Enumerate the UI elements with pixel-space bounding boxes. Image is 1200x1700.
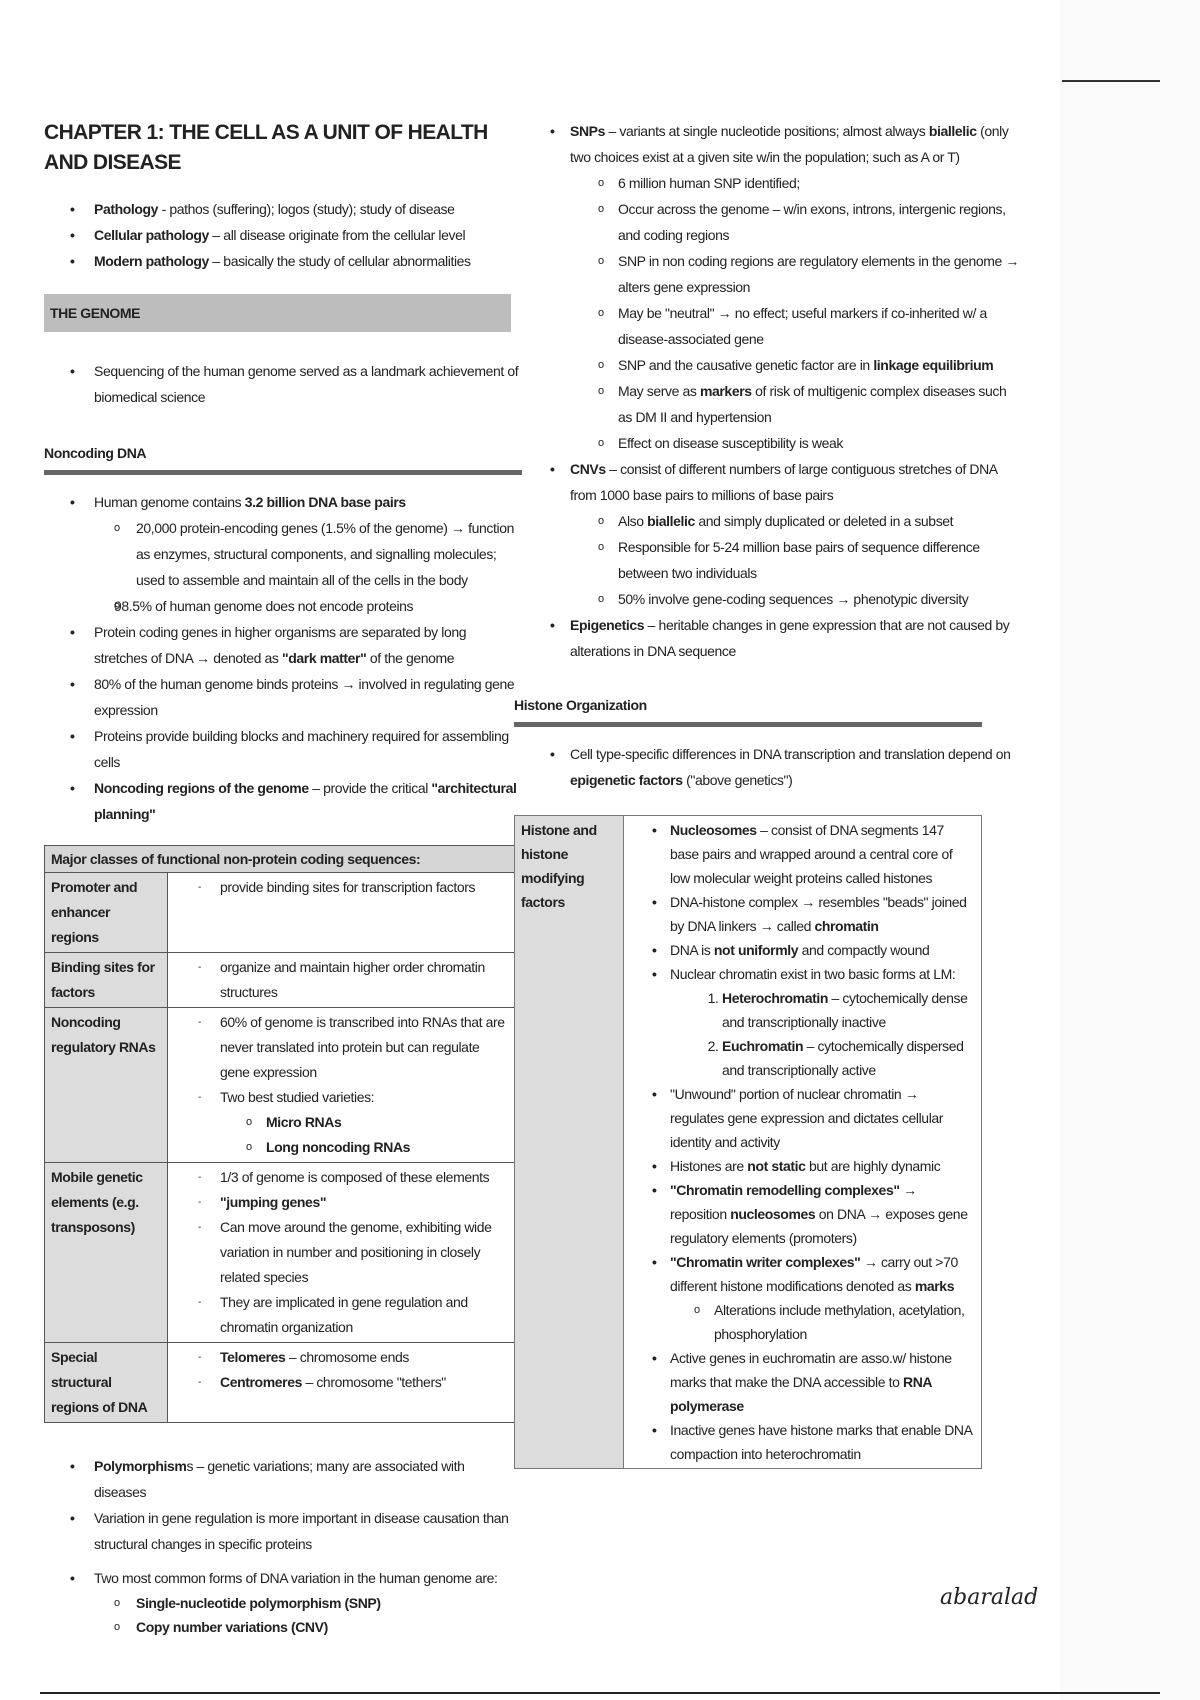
table-row: Histone and histone modifying factors • Nucleosomes – consist of DNA segments 147 base pairs and wrapped around a central core of low molecular weight proteins called histones • DNA-histone complex → resembles "beads" joined by DNA linkers → called chromatin • DNA is not uniformly and compactly wound • Nuclear chromatin exist in two basic forms at LM: 1. Heterochromatin – cytochemically dense and transcriptionally inactive 2. Euchromatin – cytochemically dispersed and transcriptionally active • "Unwound" portion of nuclear chromatin → regulates gene expression and dictates cellular identity and activity • Histones are not static but are highly dynamic • "Chromatin remodelling complexes" → reposition nucleosomes on DNA → exposes gene regulatory elements (promoters) • "Chromatin writer complexes" → carry out >70 different histone modifications denoted as marks o Alterations include methylation, acetylation, phosphorylation • Active genes in euchromatin are asso.w/ histone marks that make the DNA accessible to RNA polymerase • Inactive genes have histone marks that enable DNA compaction into heterochromatin [515,816,982,1469]
table-header: Major classes of functional non-protein coding sequences: [45,846,519,873]
genome-list [44,358,520,410]
page-bottom-divider [40,1692,1160,1694]
section-banner-genome: THE GENOME [44,294,511,332]
table-row: Binding sites for factors - organize and maintain higher order chromatin structures [45,953,519,1008]
sub-list-item: o 50% involve gene-coding sequences → phenotypic diversity [570,586,1020,612]
chapter-title: CHAPTER 1: THE CELL AS A UNIT OF HEALTH AND DISEASE [44,121,488,174]
sub-list-item: o Also biallelic and simply duplicated or deleted in a subset [570,508,1020,534]
sub-list-item: o May be "neutral" → no effect; useful markers if co-inherited w/ a disease-associated gene [570,300,1020,352]
sub-list-item: o Copy number variations (CNV) [44,1615,520,1639]
table-row: Promoter and enhancer regions - provide binding sites for transcription factors [45,873,519,953]
table-row: Noncoding regulatory RNAs - 60% of genome is transcribed into RNAs that are never translated into protein but can regulate gene expression - Two best studied varieties: o Micro RNAs o Long noncoding RNAs [45,1008,519,1163]
sub-list-item: o Occur across the genome – w/in exons, introns, intergenic regions, and coding regions [570,196,1020,248]
sub-list-item: o 98.5% of human genome does not encode proteins [44,593,520,619]
right-column [514,118,1020,1469]
table-row: Mobile genetic elements (e.g. transposons) - 1/3 of genome is composed of these elements - "jumping genes" - Can move around the genome, exhibiting wide variation in number and positioning in closely related species - They are implicated in gene regulation and chromatin organization [45,1163,519,1343]
snp-list [550,118,1020,664]
intro-list [44,196,520,274]
list-item: • Pathology - pathos (suffering); logos (study); study of disease [44,196,520,222]
sub-list-item: o SNP and the causative genetic factor are in linkage equilibrium [570,352,1020,378]
list-item: • Epigenetics – heritable changes in gene expression that are not caused by alterations in DNA sequence [562,612,1020,664]
list-item: • Noncoding regions of the genome – provide the critical "architectural planning" [44,775,520,827]
sub-list-item: o Effect on disease susceptibility is weak [570,430,1020,456]
sub-list-item: o 20,000 protein-encoding genes (1.5% of the genome) → function as enzymes, structural components, and signalling molecules; used to assemble and maintain all of the cells in the body [44,515,520,593]
list-item: • Cellular pathology – all disease originate from the cellular level [44,222,520,248]
polymorphism-list [44,1453,520,1639]
page-margin [1060,0,1200,1700]
sub-list-item: o Single-nucleotide polymorphism (SNP) [44,1591,520,1615]
noncoding-list [44,489,520,827]
list-item: • Proteins provide building blocks and machinery required for assembling cells [44,723,520,775]
list-item: • Two most common forms of DNA variation in the human genome are: o Single-nucleotide polymorphism (SNP) o Copy number variations (CNV) [44,1565,520,1639]
list-item: • 80% of the human genome binds proteins → involved in regulating gene expression [44,671,520,723]
sub-list-item: o 6 million human SNP identified; [570,170,1020,196]
list-item: • Polymorphisms – genetic variations; many are associated with diseases [44,1453,520,1505]
list-item: • Protein coding genes in higher organisms are separated by long stretches of DNA → denoted as "dark matter" of the genome [44,619,520,671]
sub-list-item: o May serve as markers of risk of multigenic complex diseases such as DM II and hypertension [570,378,1020,430]
margin-divider [1062,80,1160,82]
sub-list-item: o SNP in non coding regions are regulatory elements in the genome → alters gene expression [570,248,1020,300]
histone-list [550,741,1020,793]
list-item: • Human genome contains 3.2 billion DNA base pairs o 20,000 protein-encoding genes (1.5% of the genome) → function as enzymes, structural components, and signalling molecules; used to assemble and maintain all of the cells in the body o 98.5% of human genome does not encode proteins [44,489,520,619]
author-signature: abaralad [940,1585,1039,1610]
table-row: Special structural regions of DNA - Telomeres – chromosome ends - Centromeres – chromosome "tethers" [45,1343,519,1423]
list-item: • Modern pathology – basically the study of cellular abnormalities [44,248,520,274]
list-item: • CNVs – consist of different numbers of large contiguous stretches of DNA from 1000 base pairs to millions of base pairs o Also biallelic and simply duplicated or deleted in a subset o Responsible for 5-24 million base pairs of sequence difference between two individuals o 50% involve gene-coding sequences → phenotypic diversity [562,456,1020,612]
noncoding-sequences-table [44,845,519,1423]
section-heading-histone: Histone Organization [514,686,982,727]
sub-list-item: o Responsible for 5-24 million base pairs of sequence difference between two individuals [570,534,1020,586]
list-item: • Cell type-specific differences in DNA transcription and translation depend on epigenetic factors ("above genetics") [562,741,1020,793]
left-column [44,118,520,1639]
list-item: • Variation in gene regulation is more important in disease causation than structural changes in specific proteins [44,1505,520,1557]
list-item: • Sequencing of the human genome served as a landmark achievement of biomedical science [44,358,520,410]
section-heading-noncoding: Noncoding DNA [44,434,522,475]
list-item: • SNPs – variants at single nucleotide positions; almost always biallelic (only two choices exist at a given site w/in the population; such as A or T) o 6 million human SNP identified; o Occur across the genome – w/in exons, introns, intergenic regions, and coding regions o SNP in non coding regions are regulatory elements in the genome → alters gene expression o May be "neutral" → no effect; useful markers if co-inherited w/ a disease-associated gene o SNP and the causative genetic factor are in linkage equilibrium o May serve as markers of risk of multigenic complex diseases such as DM II and hypertension o Effect on disease susceptibility is weak [562,118,1020,456]
histone-table [514,815,982,1469]
